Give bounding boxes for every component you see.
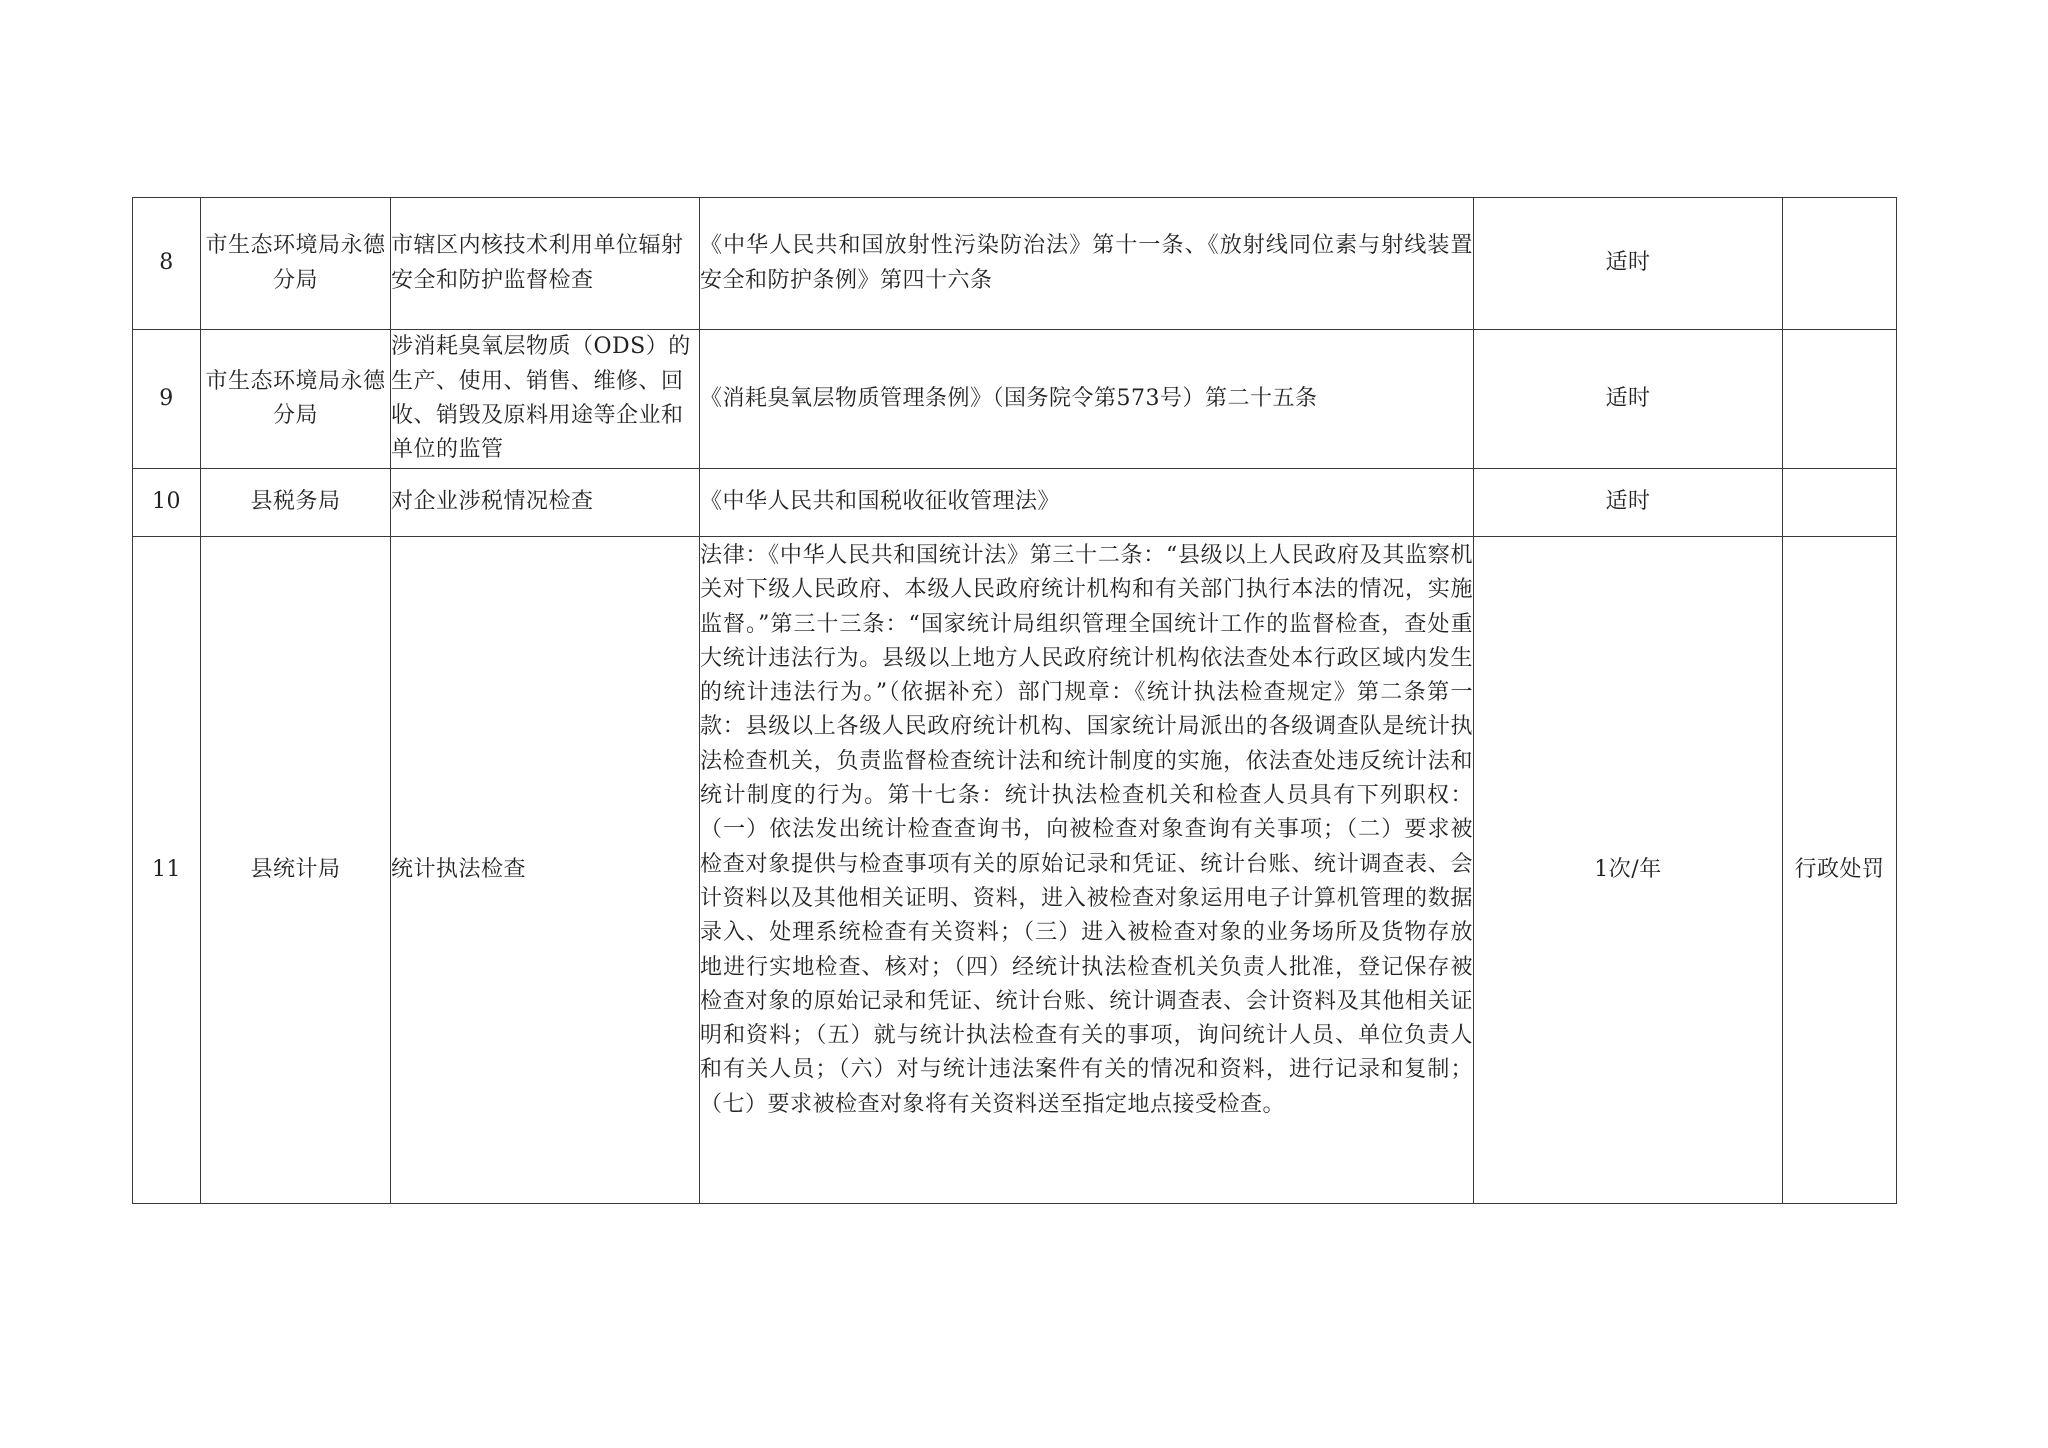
action-type-cell xyxy=(1783,198,1897,330)
frequency-cell: 适时 xyxy=(1474,330,1783,469)
action-type-cell: 行政处罚 xyxy=(1783,537,1897,1204)
legal-basis-cell: 《消耗臭氧层物质管理条例》（国务院令第573号）第二十五条 xyxy=(700,330,1474,469)
row-number: 11 xyxy=(133,537,201,1204)
frequency-cell: 适时 xyxy=(1474,469,1783,537)
action-type-cell xyxy=(1783,469,1897,537)
inspection-table xyxy=(132,197,1897,1204)
table-row xyxy=(133,469,1897,537)
legal-basis-cell: 法律：《中华人民共和国统计法》第三十二条：“县级以上人民政府及其监察机关对下级人民政府、本级人民政府统计机构和有关部门执行本法的情况，实施监督。”第三十三条：“国家统计局组织管理全国统计工作的监督检查，查处重大统计违法行为。县级以上地方人民政府统计机构依法查处本行政区域内发生的统计违法行为。”（依据补充）部门规章：《统计执法检查规定》第二条第一款：县级以上各级人民政府统计机构、国家统计局派出的各级调查队是统计执法检查机关，负责监督检查统计法和统计制度的实施，依法查处违反统计法和统计制度的行为。第十七条：统计执法检查机关和检查人员具有下列职权：（一）依法发出统计检查查询书，向被检查对象查询有关事项；（二）要求被检查对象提供与检查事项有关的原始记录和凭证、统计台账、统计调查表、会计资料以及其他相关证明、资料，进入被检查对象运用电子计算机管理的数据录入、处理系统检查有关资料；（三）进入被检查对象的业务场所及货物存放地进行实地检查、核对；（四）经统计执法检查机关负责人批准，登记保存被检查对象的原始记录和凭证、统计台账、统计调查表、会计资料及其他相关证明和资料；（五）就与统计执法检查有关的事项，询问统计人员、单位负责人和有关人员；（六）对与统计违法案件有关的情况和资料，进行记录和复制；（七）要求被检查对象将有关资料送至指定地点接受检查。 xyxy=(700,537,1474,1204)
frequency-cell: 适时 xyxy=(1474,198,1783,330)
inspection-item-cell: 统计执法检查 xyxy=(391,537,700,1204)
inspection-item-cell: 市辖区内核技术利用单位辐射安全和防护监督检查 xyxy=(391,198,700,330)
row-number: 9 xyxy=(133,330,201,469)
table-row xyxy=(133,330,1897,469)
frequency-cell: 1次/年 xyxy=(1474,537,1783,1204)
legal-basis-cell: 《中华人民共和国税收征收管理法》 xyxy=(700,469,1474,537)
inspection-item-cell: 对企业涉税情况检查 xyxy=(391,469,700,537)
department-cell: 市生态环境局永德分局 xyxy=(201,330,391,469)
legal-basis-cell: 《中华人民共和国放射性污染防治法》第十一条、《放射线同位素与射线装置安全和防护条例》第四十六条 xyxy=(700,198,1474,330)
table-row xyxy=(133,198,1897,330)
table-row xyxy=(133,537,1897,1204)
department-cell: 县税务局 xyxy=(201,469,391,537)
row-number: 8 xyxy=(133,198,201,330)
department-cell: 县统计局 xyxy=(201,537,391,1204)
row-number: 10 xyxy=(133,469,201,537)
department-cell: 市生态环境局永德分局 xyxy=(201,198,391,330)
action-type-cell xyxy=(1783,330,1897,469)
inspection-item-cell: 涉消耗臭氧层物质（ODS）的生产、使用、销售、维修、回收、销毁及原料用途等企业和单位的监管 xyxy=(391,330,700,469)
